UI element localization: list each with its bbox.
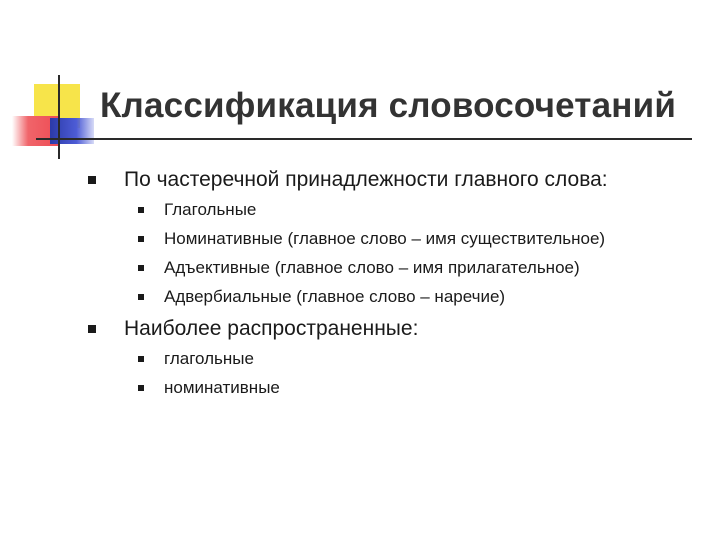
square-bullet-icon <box>138 294 144 300</box>
bullet-item-part-of-speech <box>36 166 608 194</box>
bullet-item-most-common <box>36 315 418 343</box>
title-decoration-blue-bar <box>50 118 94 144</box>
bullet-text: По частеречной принадлежности главного слова: <box>124 168 608 191</box>
sub-bullet-item <box>138 228 605 250</box>
sub-bullet-text: Адвербиальные (главное слово – наречие) <box>164 287 506 306</box>
square-bullet-icon <box>138 385 144 391</box>
sub-bullet-text: Номинативные (главное слово – имя существительное) <box>164 229 606 248</box>
sub-bullet-item <box>138 377 280 399</box>
sub-bullet-text: глагольные <box>164 349 254 368</box>
square-bullet-icon <box>88 325 96 333</box>
sub-bullet-text: Адъективные (главное слово – имя прилагательное) <box>164 258 580 277</box>
sub-bullet-item <box>138 286 505 308</box>
sub-bullet-text: Глагольные <box>164 200 257 219</box>
title-decoration-horizontal-line <box>36 138 96 140</box>
slide-title: Классификация словосочетаний <box>100 86 677 125</box>
square-bullet-icon <box>88 176 96 184</box>
square-bullet-icon <box>138 207 144 213</box>
square-bullet-icon <box>138 236 144 242</box>
title-underline-rule <box>96 138 692 140</box>
sub-bullet-text: номинативные <box>164 378 280 397</box>
sub-bullet-item <box>138 348 254 370</box>
bullet-text: Наиболее распространенные: <box>124 317 419 340</box>
sub-bullet-item <box>138 199 256 221</box>
square-bullet-icon <box>138 356 144 362</box>
square-bullet-icon <box>138 265 144 271</box>
sub-bullet-item <box>138 257 580 279</box>
title-decoration-vertical-line <box>58 75 60 159</box>
